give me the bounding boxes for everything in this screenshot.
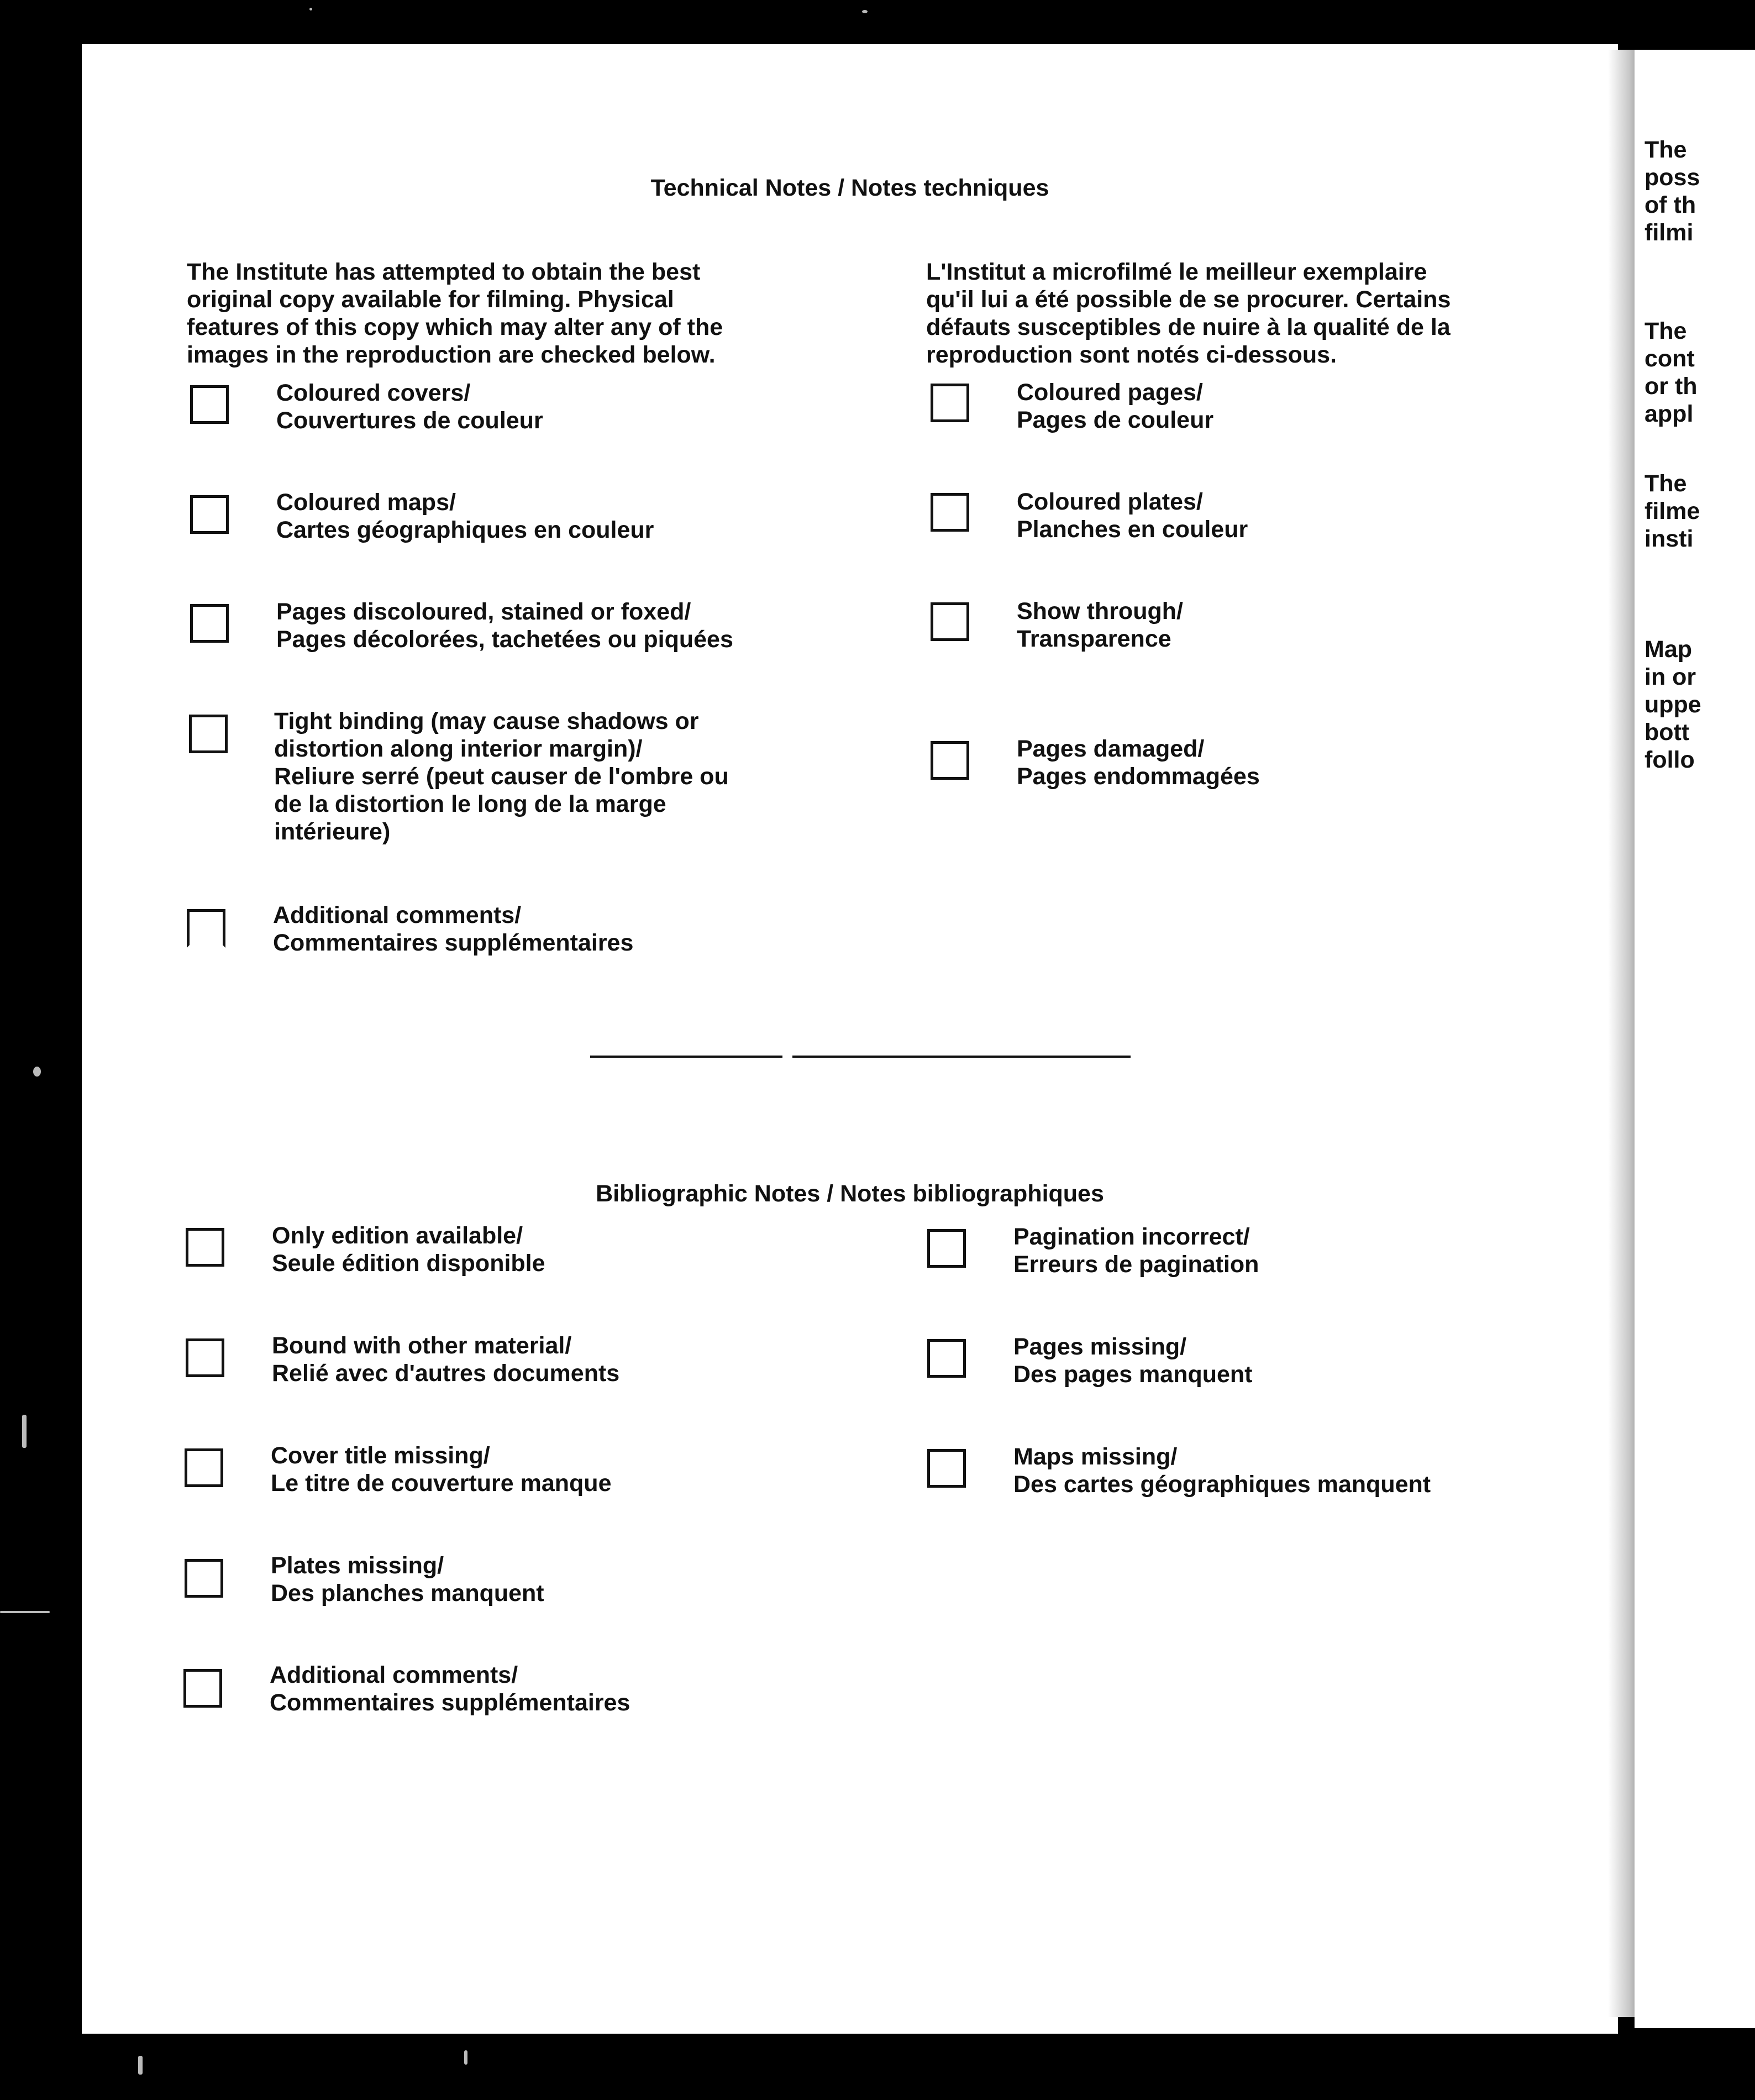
plates-missing-label: Plates missing/ Des planches manquent xyxy=(271,1552,544,1607)
plates-missing-checkbox[interactable] xyxy=(185,1559,223,1598)
coloured-maps-label: Coloured maps/ Cartes géographiques en couleur xyxy=(276,489,654,543)
pages-damaged-label: Pages damaged/ Pages endommagées xyxy=(1017,736,1260,790)
cover-title-missing-checkbox[interactable] xyxy=(185,1448,223,1487)
technical-additional-comments-label: Additional comments/ Commentaires supplémentaires xyxy=(273,902,634,956)
coloured-maps-checkbox[interactable] xyxy=(190,495,229,534)
next-page-paragraph-3: The filme insti xyxy=(1644,470,1700,552)
maps-missing-label: Maps missing/ Des cartes géographiques manquent xyxy=(1013,1443,1431,1498)
maps-missing-checkbox[interactable] xyxy=(927,1449,966,1488)
coloured-plates-label: Coloured plates/ Planches en couleur xyxy=(1017,489,1248,543)
next-page-paragraph-4: Map in or uppe bott follo xyxy=(1644,636,1701,773)
pages-discoloured-label: Pages discoloured, stained or foxed/ Pages décolorées, tachetées ou piquées xyxy=(276,599,733,653)
scanned-page xyxy=(82,44,1618,2034)
scan-speck xyxy=(0,1611,50,1613)
coloured-covers-label: Coloured covers/ Couvertures de couleur xyxy=(276,380,543,434)
technical-intro-french: L'Institut a microfilmé le meilleur exemplaire qu'il lui a été possible de se procurer. Certains défauts susceptibles de nuire à la qualité de la reproduction sont notés ci-dessous. xyxy=(926,259,1451,368)
technical-additional-comments-checkbox[interactable] xyxy=(187,909,225,948)
coloured-plates-checkbox[interactable] xyxy=(931,493,969,532)
only-edition-label: Only edition available/ Seule édition disponible xyxy=(272,1222,545,1277)
bound-with-label: Bound with other material/ Relié avec d'autres documents xyxy=(272,1332,620,1387)
show-through-checkbox[interactable] xyxy=(931,602,969,641)
coloured-pages-checkbox[interactable] xyxy=(931,384,969,422)
pages-missing-checkbox[interactable] xyxy=(927,1339,966,1378)
cover-title-missing-label: Cover title missing/ Le titre de couverture manque xyxy=(271,1442,612,1497)
section-divider-right xyxy=(792,1056,1131,1058)
scan-speck xyxy=(33,1067,41,1077)
scan-speck xyxy=(464,2050,467,2065)
pages-missing-label: Pages missing/ Des pages manquent xyxy=(1013,1334,1253,1388)
technical-notes-heading: Technical Notes / Notes techniques xyxy=(650,175,1049,201)
scan-speck xyxy=(138,2056,143,2075)
next-page-paragraph-2: The cont or th appl xyxy=(1644,318,1698,427)
only-edition-checkbox[interactable] xyxy=(186,1228,224,1267)
scan-speck xyxy=(309,8,312,11)
bibliographic-notes-heading: Bibliographic Notes / Notes bibliographiques xyxy=(596,1180,1104,1207)
section-divider-left xyxy=(590,1056,782,1058)
scan-speck xyxy=(862,10,868,13)
pagination-incorrect-label: Pagination incorrect/ Erreurs de pagination xyxy=(1013,1224,1259,1278)
tight-binding-label: Tight binding (may cause shadows or distortion along interior margin)/ Reliure serré (peut causer de l'ombre ou de la distortion le long de la marge intérieure) xyxy=(274,708,729,845)
pages-discoloured-checkbox[interactable] xyxy=(190,604,229,643)
bibliographic-additional-comments-label: Additional comments/ Commentaires supplémentaires xyxy=(270,1662,630,1716)
pages-damaged-checkbox[interactable] xyxy=(931,741,969,780)
coloured-covers-checkbox[interactable] xyxy=(190,385,229,424)
bound-with-checkbox[interactable] xyxy=(186,1338,224,1377)
scan-speck xyxy=(22,1415,27,1448)
coloured-pages-label: Coloured pages/ Pages de couleur xyxy=(1017,379,1214,433)
next-page-fragment xyxy=(1635,50,1755,2028)
technical-intro-english: The Institute has attempted to obtain the best original copy available for filming. Physical features of this copy which may alter any of the images in the reproduction are checked below. xyxy=(187,259,723,368)
tight-binding-checkbox[interactable] xyxy=(189,715,228,753)
pagination-incorrect-checkbox[interactable] xyxy=(927,1229,966,1268)
next-page-paragraph-1: The poss of th filmi xyxy=(1644,136,1700,246)
show-through-label: Show through/ Transparence xyxy=(1017,598,1183,652)
bibliographic-additional-comments-checkbox[interactable] xyxy=(183,1669,222,1708)
